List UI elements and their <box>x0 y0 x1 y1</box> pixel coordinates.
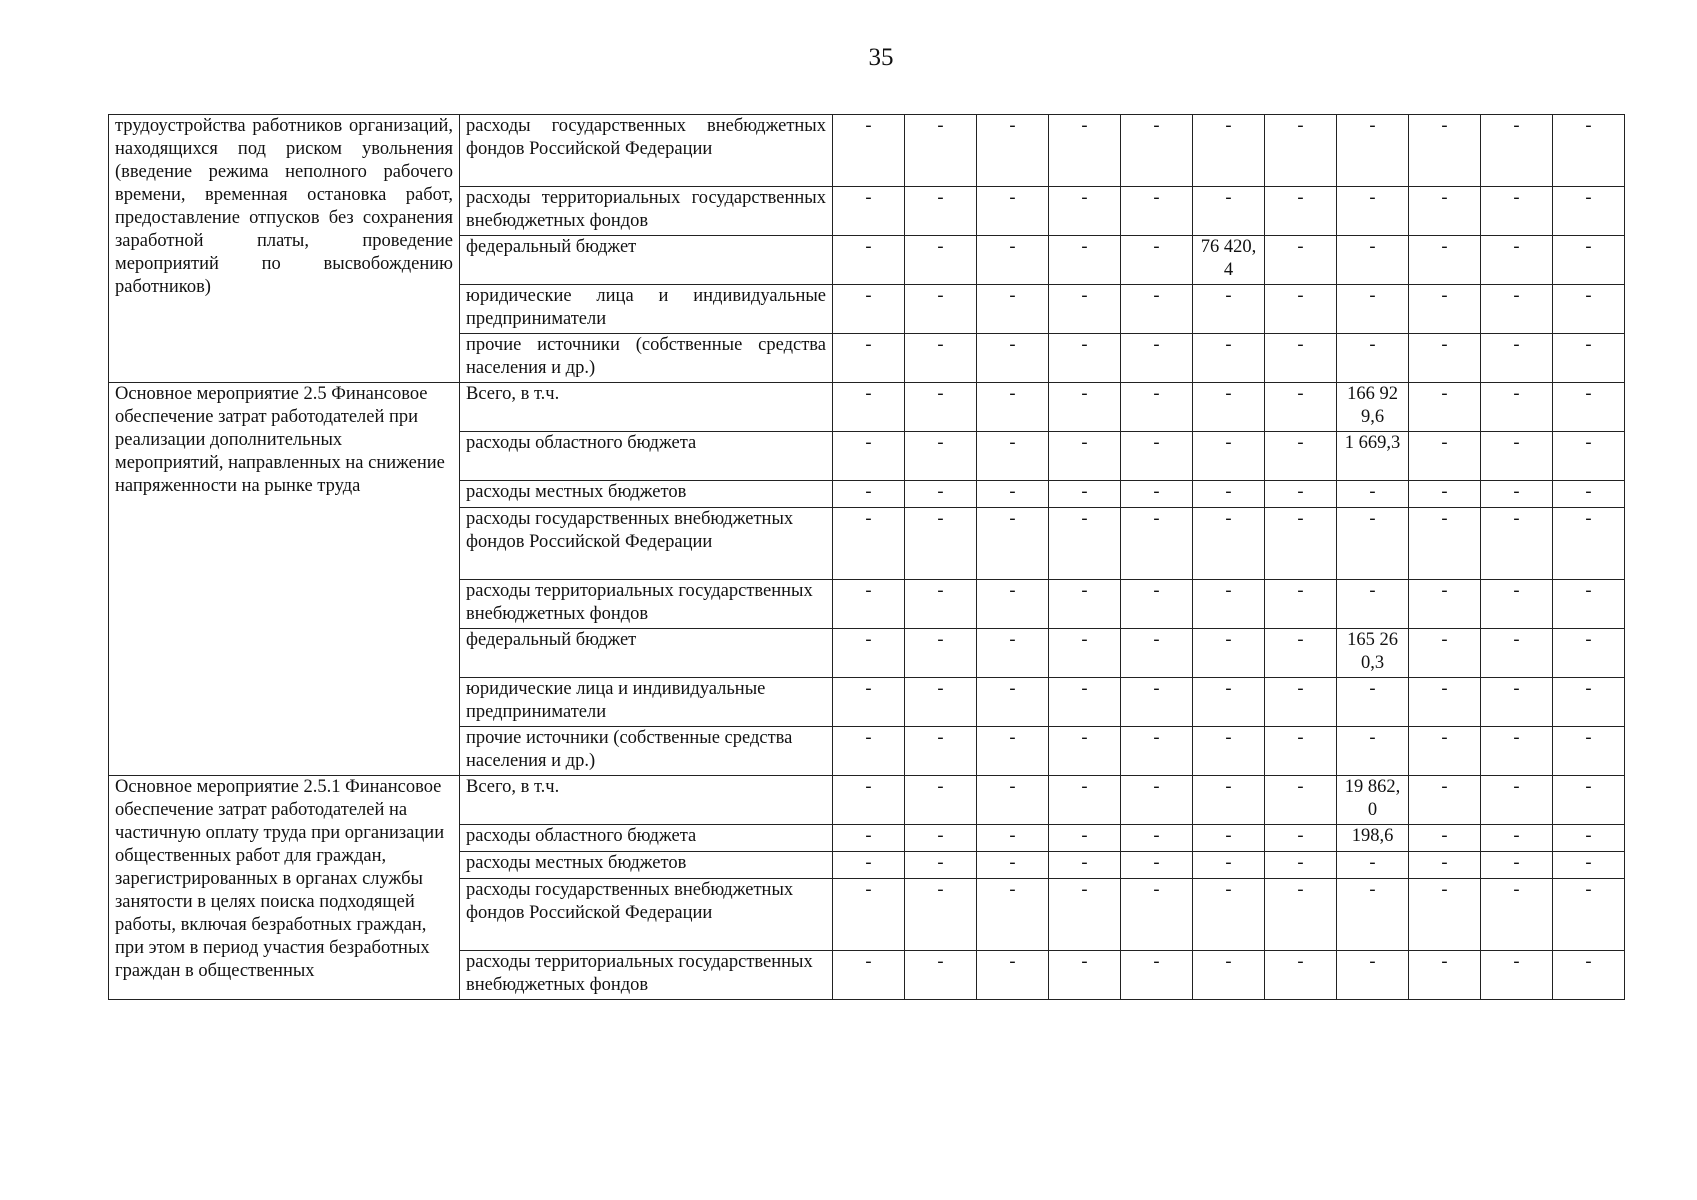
value-cell: - <box>1553 481 1625 508</box>
table-row <box>109 776 1625 825</box>
value-cell: - <box>833 187 905 236</box>
value-cell: - <box>833 852 905 879</box>
value-cell: - <box>1409 629 1481 678</box>
value-cell: - <box>905 334 977 383</box>
funding-source: расходы местных бюджетов <box>460 852 833 879</box>
value-cell: - <box>1121 580 1193 629</box>
value-cell: - <box>1193 852 1265 879</box>
value-cell: - <box>1049 852 1121 879</box>
value-cell: - <box>1049 951 1121 1000</box>
value-cell: - <box>1265 432 1337 481</box>
value-cell: - <box>1553 629 1625 678</box>
value-cell: - <box>1553 115 1625 187</box>
value-cell: - <box>1337 508 1409 580</box>
value-cell: - <box>1265 481 1337 508</box>
value-cell: - <box>1481 825 1553 852</box>
value-cell: - <box>1121 481 1193 508</box>
budget-table <box>108 114 1625 1000</box>
value-cell: - <box>1409 236 1481 285</box>
value-cell: - <box>1337 951 1409 1000</box>
activity-title: трудоустройства работников организаций, находящихся под риском увольнения (введение режима неполного рабочего времени, временная остановка работ, предоставление отпусков без сохранения заработной платы, проведение мероприятий по высвобождению работников) <box>109 115 460 383</box>
value-cell: - <box>1265 383 1337 432</box>
value-cell: - <box>1337 852 1409 879</box>
value-cell: - <box>977 580 1049 629</box>
value-cell: - <box>1553 825 1625 852</box>
value-cell: - <box>1265 629 1337 678</box>
value-cell: - <box>1337 580 1409 629</box>
value-cell: - <box>1553 727 1625 776</box>
value-cell: - <box>1265 727 1337 776</box>
value-cell: - <box>1337 285 1409 334</box>
value-cell: - <box>833 727 905 776</box>
value-cell: 198,6 <box>1337 825 1409 852</box>
value-cell: - <box>1553 508 1625 580</box>
funding-source: расходы территориальных государственных внебюджетных фондов <box>460 951 833 1000</box>
value-cell: - <box>1265 825 1337 852</box>
value-cell: - <box>1337 678 1409 727</box>
value-cell: - <box>1121 334 1193 383</box>
funding-source: расходы государственных внебюджетных фондов Российской Федерации <box>460 508 833 580</box>
value-cell: - <box>1121 383 1193 432</box>
value-cell: - <box>1049 776 1121 825</box>
value-cell: - <box>977 727 1049 776</box>
value-cell: - <box>1049 383 1121 432</box>
funding-source: Всего, в т.ч. <box>460 383 833 432</box>
value-cell: - <box>1049 187 1121 236</box>
value-cell: - <box>1409 187 1481 236</box>
value-cell: - <box>905 481 977 508</box>
value-cell: - <box>1553 879 1625 951</box>
value-cell: - <box>1409 580 1481 629</box>
value-cell: - <box>1409 776 1481 825</box>
value-cell: - <box>977 236 1049 285</box>
value-cell: - <box>1121 432 1193 481</box>
value-cell: - <box>1337 334 1409 383</box>
value-cell: - <box>977 508 1049 580</box>
value-cell: - <box>1265 115 1337 187</box>
funding-source: юридические лица и индивидуальные предприниматели <box>460 285 833 334</box>
value-cell: - <box>1049 285 1121 334</box>
value-cell: - <box>1481 951 1553 1000</box>
value-cell: - <box>1409 727 1481 776</box>
value-cell: - <box>1337 727 1409 776</box>
funding-source: расходы территориальных государственных внебюджетных фондов <box>460 187 833 236</box>
value-cell: - <box>977 776 1049 825</box>
value-cell: - <box>1193 776 1265 825</box>
funding-source: расходы государственных внебюджетных фондов Российской Федерации <box>460 115 833 187</box>
page-number: 35 <box>868 44 894 71</box>
value-cell: - <box>1193 825 1265 852</box>
value-cell: - <box>1121 678 1193 727</box>
value-cell: - <box>833 951 905 1000</box>
funding-source: расходы местных бюджетов <box>460 481 833 508</box>
value-cell: - <box>977 852 1049 879</box>
funding-source: расходы областного бюджета <box>460 825 833 852</box>
value-cell: - <box>1049 115 1121 187</box>
table-body <box>109 115 1625 1000</box>
value-cell: - <box>1121 236 1193 285</box>
value-cell: - <box>1193 727 1265 776</box>
funding-source: расходы государственных внебюджетных фондов Российской Федерации <box>460 879 833 951</box>
value-cell: - <box>1553 236 1625 285</box>
value-cell: - <box>1193 481 1265 508</box>
value-cell: - <box>833 236 905 285</box>
activity-title: Основное мероприятие 2.5.1 Финансовое обеспечение затрат работодателей на частичную оплату труда при организации общественных работ для граждан, зарегистрированных в органах службы занятости в целях поиска подходящей работы, включая безработных граждан, при этом в период участия безработных граждан в общественных <box>109 776 460 1000</box>
value-cell: 1 669,3 <box>1337 432 1409 481</box>
value-cell: - <box>1553 432 1625 481</box>
value-cell: - <box>1049 879 1121 951</box>
value-cell: - <box>977 879 1049 951</box>
value-cell: - <box>1265 236 1337 285</box>
value-cell: - <box>905 629 977 678</box>
value-cell: - <box>1481 580 1553 629</box>
value-cell: - <box>1121 285 1193 334</box>
value-cell: - <box>1409 432 1481 481</box>
value-cell: - <box>1481 852 1553 879</box>
value-cell: 76 420,4 <box>1193 236 1265 285</box>
value-cell: - <box>1049 334 1121 383</box>
value-cell: - <box>1049 825 1121 852</box>
value-cell: - <box>833 285 905 334</box>
value-cell: - <box>1553 383 1625 432</box>
value-cell: - <box>833 383 905 432</box>
value-cell: - <box>1481 236 1553 285</box>
value-cell: - <box>1409 285 1481 334</box>
value-cell: - <box>1121 776 1193 825</box>
value-cell: - <box>1193 115 1265 187</box>
value-cell: - <box>1193 580 1265 629</box>
value-cell: - <box>1481 629 1553 678</box>
funding-source: федеральный бюджет <box>460 629 833 678</box>
value-cell: - <box>1193 678 1265 727</box>
value-cell: - <box>1121 508 1193 580</box>
value-cell: - <box>977 629 1049 678</box>
value-cell: - <box>1337 115 1409 187</box>
value-cell: - <box>1409 334 1481 383</box>
value-cell: - <box>905 187 977 236</box>
value-cell: - <box>1337 187 1409 236</box>
value-cell: - <box>1265 334 1337 383</box>
value-cell: - <box>1265 187 1337 236</box>
value-cell: - <box>1193 187 1265 236</box>
value-cell: - <box>977 951 1049 1000</box>
value-cell: - <box>833 481 905 508</box>
value-cell: - <box>1265 852 1337 879</box>
value-cell: - <box>1049 432 1121 481</box>
value-cell: - <box>1193 383 1265 432</box>
value-cell: - <box>1409 678 1481 727</box>
value-cell: - <box>977 678 1049 727</box>
value-cell: - <box>1481 678 1553 727</box>
value-cell: - <box>1049 629 1121 678</box>
value-cell: - <box>905 115 977 187</box>
value-cell: - <box>1481 432 1553 481</box>
value-cell: - <box>1049 481 1121 508</box>
activity-title: Основное мероприятие 2.5 Финансовое обеспечение затрат работодателей при реализации дополнительных мероприятий, направленных на снижение напряженности на рынке труда <box>109 383 460 776</box>
value-cell: - <box>905 825 977 852</box>
value-cell: - <box>1121 825 1193 852</box>
value-cell: - <box>1337 879 1409 951</box>
value-cell: - <box>1553 776 1625 825</box>
value-cell: - <box>1481 727 1553 776</box>
value-cell: - <box>905 236 977 285</box>
value-cell: - <box>833 879 905 951</box>
value-cell: - <box>1553 285 1625 334</box>
value-cell: - <box>1481 879 1553 951</box>
value-cell: - <box>1121 727 1193 776</box>
funding-source: расходы областного бюджета <box>460 432 833 481</box>
value-cell: - <box>1553 580 1625 629</box>
funding-source: расходы территориальных государственных внебюджетных фондов <box>460 580 833 629</box>
value-cell: - <box>905 285 977 334</box>
value-cell: - <box>1049 236 1121 285</box>
value-cell: - <box>1409 825 1481 852</box>
value-cell: - <box>1049 678 1121 727</box>
value-cell: - <box>905 383 977 432</box>
value-cell: - <box>833 334 905 383</box>
value-cell: - <box>977 285 1049 334</box>
value-cell: - <box>1553 334 1625 383</box>
value-cell: - <box>905 727 977 776</box>
value-cell: - <box>1553 951 1625 1000</box>
value-cell: - <box>905 432 977 481</box>
value-cell: - <box>1121 115 1193 187</box>
value-cell: - <box>833 508 905 580</box>
value-cell: - <box>1409 383 1481 432</box>
value-cell: - <box>905 879 977 951</box>
value-cell: - <box>905 776 977 825</box>
value-cell: - <box>1481 383 1553 432</box>
value-cell: - <box>1553 852 1625 879</box>
value-cell: - <box>1121 629 1193 678</box>
value-cell: - <box>1337 481 1409 508</box>
value-cell: - <box>1265 951 1337 1000</box>
value-cell: 165 260,3 <box>1337 629 1409 678</box>
value-cell: - <box>1121 951 1193 1000</box>
value-cell: - <box>1265 678 1337 727</box>
value-cell: - <box>977 432 1049 481</box>
value-cell: - <box>1481 481 1553 508</box>
value-cell: - <box>905 678 977 727</box>
value-cell: - <box>1193 334 1265 383</box>
value-cell: - <box>1481 285 1553 334</box>
funding-source: прочие источники (собственные средства населения и др.) <box>460 334 833 383</box>
value-cell: - <box>1481 187 1553 236</box>
value-cell: - <box>905 508 977 580</box>
value-cell: - <box>977 383 1049 432</box>
value-cell: - <box>833 776 905 825</box>
value-cell: - <box>1481 334 1553 383</box>
value-cell: - <box>1265 508 1337 580</box>
value-cell: - <box>1265 879 1337 951</box>
value-cell: - <box>833 432 905 481</box>
value-cell: - <box>905 951 977 1000</box>
value-cell: - <box>1337 236 1409 285</box>
value-cell: - <box>977 187 1049 236</box>
funding-source: Всего, в т.ч. <box>460 776 833 825</box>
value-cell: - <box>1193 629 1265 678</box>
value-cell: - <box>1409 508 1481 580</box>
table-row <box>109 115 1625 187</box>
funding-source: прочие источники (собственные средства населения и др.) <box>460 727 833 776</box>
funding-source: юридические лица и индивидуальные предприниматели <box>460 678 833 727</box>
value-cell: - <box>1409 852 1481 879</box>
value-cell: - <box>833 825 905 852</box>
value-cell: - <box>833 629 905 678</box>
value-cell: - <box>977 481 1049 508</box>
value-cell: - <box>1409 879 1481 951</box>
value-cell: 19 862,0 <box>1337 776 1409 825</box>
value-cell: - <box>1049 508 1121 580</box>
value-cell: - <box>833 115 905 187</box>
value-cell: 166 929,6 <box>1337 383 1409 432</box>
value-cell: - <box>1481 508 1553 580</box>
value-cell: - <box>833 678 905 727</box>
value-cell: - <box>1481 776 1553 825</box>
value-cell: - <box>1193 432 1265 481</box>
value-cell: - <box>1121 879 1193 951</box>
value-cell: - <box>1409 115 1481 187</box>
value-cell: - <box>1553 678 1625 727</box>
value-cell: - <box>1049 580 1121 629</box>
value-cell: - <box>1193 508 1265 580</box>
value-cell: - <box>977 115 1049 187</box>
value-cell: - <box>905 852 977 879</box>
value-cell: - <box>1193 285 1265 334</box>
value-cell: - <box>1193 879 1265 951</box>
value-cell: - <box>1265 580 1337 629</box>
value-cell: - <box>1265 285 1337 334</box>
table-row <box>109 383 1625 432</box>
value-cell: - <box>1265 776 1337 825</box>
value-cell: - <box>1409 481 1481 508</box>
value-cell: - <box>977 825 1049 852</box>
value-cell: - <box>1409 951 1481 1000</box>
funding-source: федеральный бюджет <box>460 236 833 285</box>
value-cell: - <box>833 580 905 629</box>
value-cell: - <box>905 580 977 629</box>
value-cell: - <box>977 334 1049 383</box>
value-cell: - <box>1193 951 1265 1000</box>
value-cell: - <box>1481 115 1553 187</box>
value-cell: - <box>1121 187 1193 236</box>
value-cell: - <box>1049 727 1121 776</box>
value-cell: - <box>1553 187 1625 236</box>
value-cell: - <box>1121 852 1193 879</box>
